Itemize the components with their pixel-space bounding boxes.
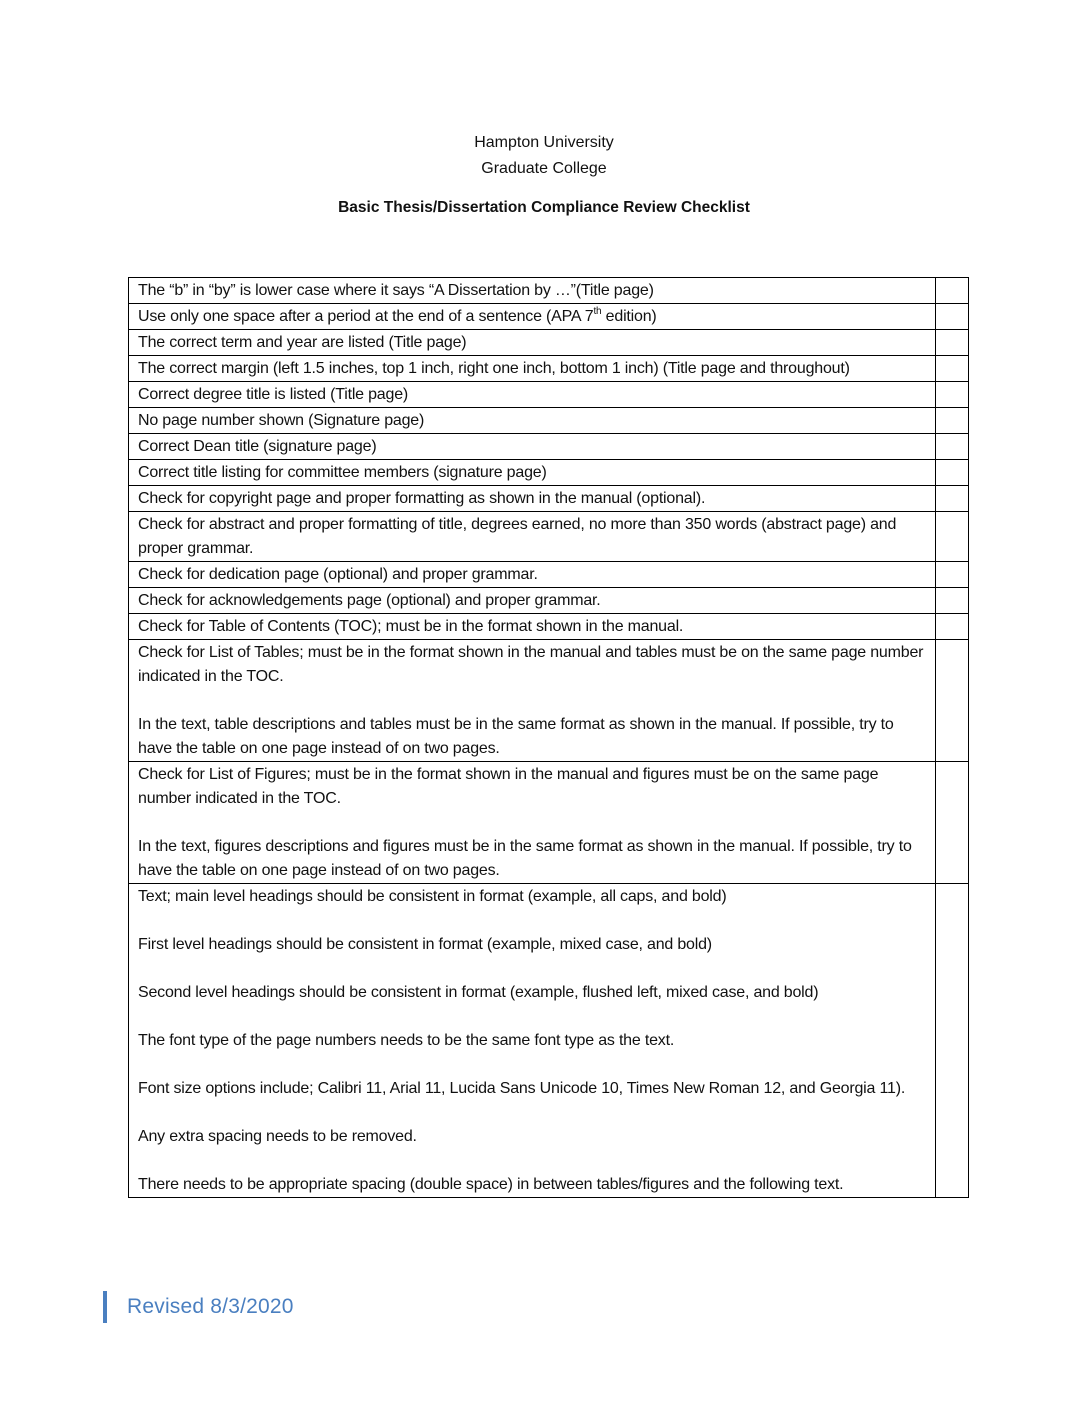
checkbox-cell[interactable] [936,278,969,304]
checklist-item-text [129,382,936,408]
checklist-item-text [129,762,936,884]
checkbox-cell[interactable] [936,434,969,460]
checklist-row [129,562,969,588]
checklist-item-text [129,640,936,762]
checklist-item-text [129,408,936,434]
checklist-item-paragraph: First level headings should be consistent in format (example, mixed case, and bold) [138,936,712,953]
checklist-row [129,278,969,304]
checkbox-cell[interactable] [936,460,969,486]
checklist-item-paragraph: No page number shown (Signature page) [138,412,425,429]
checklist-row [129,408,969,434]
revision-date: Revised 8/3/2020 [127,1295,294,1318]
checklist-item-text [129,884,936,1198]
checkbox-cell[interactable] [936,304,969,330]
checklist-item-paragraph: Font size options include; Calibri 11, Arial 11, Lucida Sans Unicode 10, Times New Roman 12, and Georgia 11). [138,1080,906,1097]
checklist-item-paragraph: Check for copyright page and proper formatting as shown in the manual (optional). [138,490,706,507]
checklist-item-paragraph: Correct title listing for committee members (signature page) [138,464,547,481]
checklist-item-text [129,304,936,330]
checklist-row [129,304,969,330]
checklist-item-paragraph: Any extra spacing needs to be removed. [138,1128,417,1145]
checklist-row [129,512,969,562]
checkbox-cell[interactable] [936,512,969,562]
checklist-item-paragraph: Correct degree title is listed (Title page) [138,386,409,403]
checklist-row [129,762,969,884]
checklist-item-paragraph: Use only one space after a period at the end of a sentence (APA 7th edition) [138,306,657,325]
college-name: Graduate College [481,160,607,177]
checkbox-cell[interactable] [936,640,969,762]
checklist-row [129,460,969,486]
document-title: Basic Thesis/Dissertation Compliance Review Checklist [338,199,750,216]
checklist-item-text [129,460,936,486]
university-name: Hampton University [474,134,614,151]
footer-accent-bar [103,1291,107,1323]
checklist-item-paragraph: The “b” in “by” is lower case where it says “A Dissertation by …”(Title page) [138,282,654,299]
checklist-item-paragraph: There needs to be appropriate spacing (double space) in between tables/figures and the following text. [138,1176,844,1193]
checklist-item-paragraph: The correct margin (left 1.5 inches, top 1 inch, right one inch, bottom 1 inch) (Title page and throughout) [138,360,850,377]
checklist-item-text [129,278,936,304]
checklist-item-paragraph: In the text, figures descriptions and figures must be in the same format as shown in the manual. If possible, try to have the table on one page instead of on two pages. [138,838,912,879]
checklist-item-paragraph: Check for Table of Contents (TOC); must be in the format shown in the manual. [138,618,684,635]
checklist-row [129,588,969,614]
checklist-item-text [129,434,936,460]
checklist-item-text [129,330,936,356]
compliance-checklist-table [128,277,969,1198]
checklist-item-text [129,486,936,512]
checkbox-cell[interactable] [936,330,969,356]
checklist-item-paragraph: Check for List of Tables; must be in the format shown in the manual and tables must be on the same page number indicated in the TOC. [138,644,924,685]
checklist-row [129,330,969,356]
checklist-row [129,640,969,762]
checkbox-cell[interactable] [936,614,969,640]
checkbox-cell[interactable] [936,356,969,382]
revision-footer [103,1290,294,1324]
checklist-item-paragraph: The correct term and year are listed (Title page) [138,334,467,351]
checklist-row [129,614,969,640]
checklist-item-text [129,512,936,562]
checkbox-cell[interactable] [936,562,969,588]
checklist-item-text [129,588,936,614]
checklist-row [129,356,969,382]
checklist-item-paragraph: Text; main level headings should be consistent in format (example, all caps, and bold) [138,888,727,905]
checkbox-cell[interactable] [936,382,969,408]
checklist-item-paragraph: Correct Dean title (signature page) [138,438,377,455]
checklist-item-text [129,614,936,640]
checklist-item-paragraph: The font type of the page numbers needs to be the same font type as the text. [138,1032,675,1049]
checklist-item-paragraph: Check for dedication page (optional) and proper grammar. [138,566,538,583]
checklist-row [129,382,969,408]
checklist-row [129,486,969,512]
checklist-item-paragraph: Check for acknowledgements page (optional) and proper grammar. [138,592,601,609]
checklist-row [129,434,969,460]
checklist-item-text [129,562,936,588]
checkbox-cell[interactable] [936,762,969,884]
checklist-item-paragraph: Second level headings should be consistent in format (example, flushed left, mixed case, and bold) [138,984,819,1001]
checklist-item-paragraph: In the text, table descriptions and tables must be in the same format as shown in the manual. If possible, try to have the table on one page instead of on two pages. [138,716,894,757]
checklist-item-text [129,356,936,382]
checklist-row [129,884,969,1198]
checkbox-cell[interactable] [936,408,969,434]
checkbox-cell[interactable] [936,884,969,1198]
checkbox-cell[interactable] [936,486,969,512]
checklist-item-paragraph: Check for abstract and proper formatting of title, degrees earned, no more than 350 words (abstract page) and proper grammar. [138,516,897,557]
checklist-item-paragraph: Check for List of Figures; must be in the format shown in the manual and figures must be on the same page number indicated in the TOC. [138,766,879,807]
checkbox-cell[interactable] [936,588,969,614]
